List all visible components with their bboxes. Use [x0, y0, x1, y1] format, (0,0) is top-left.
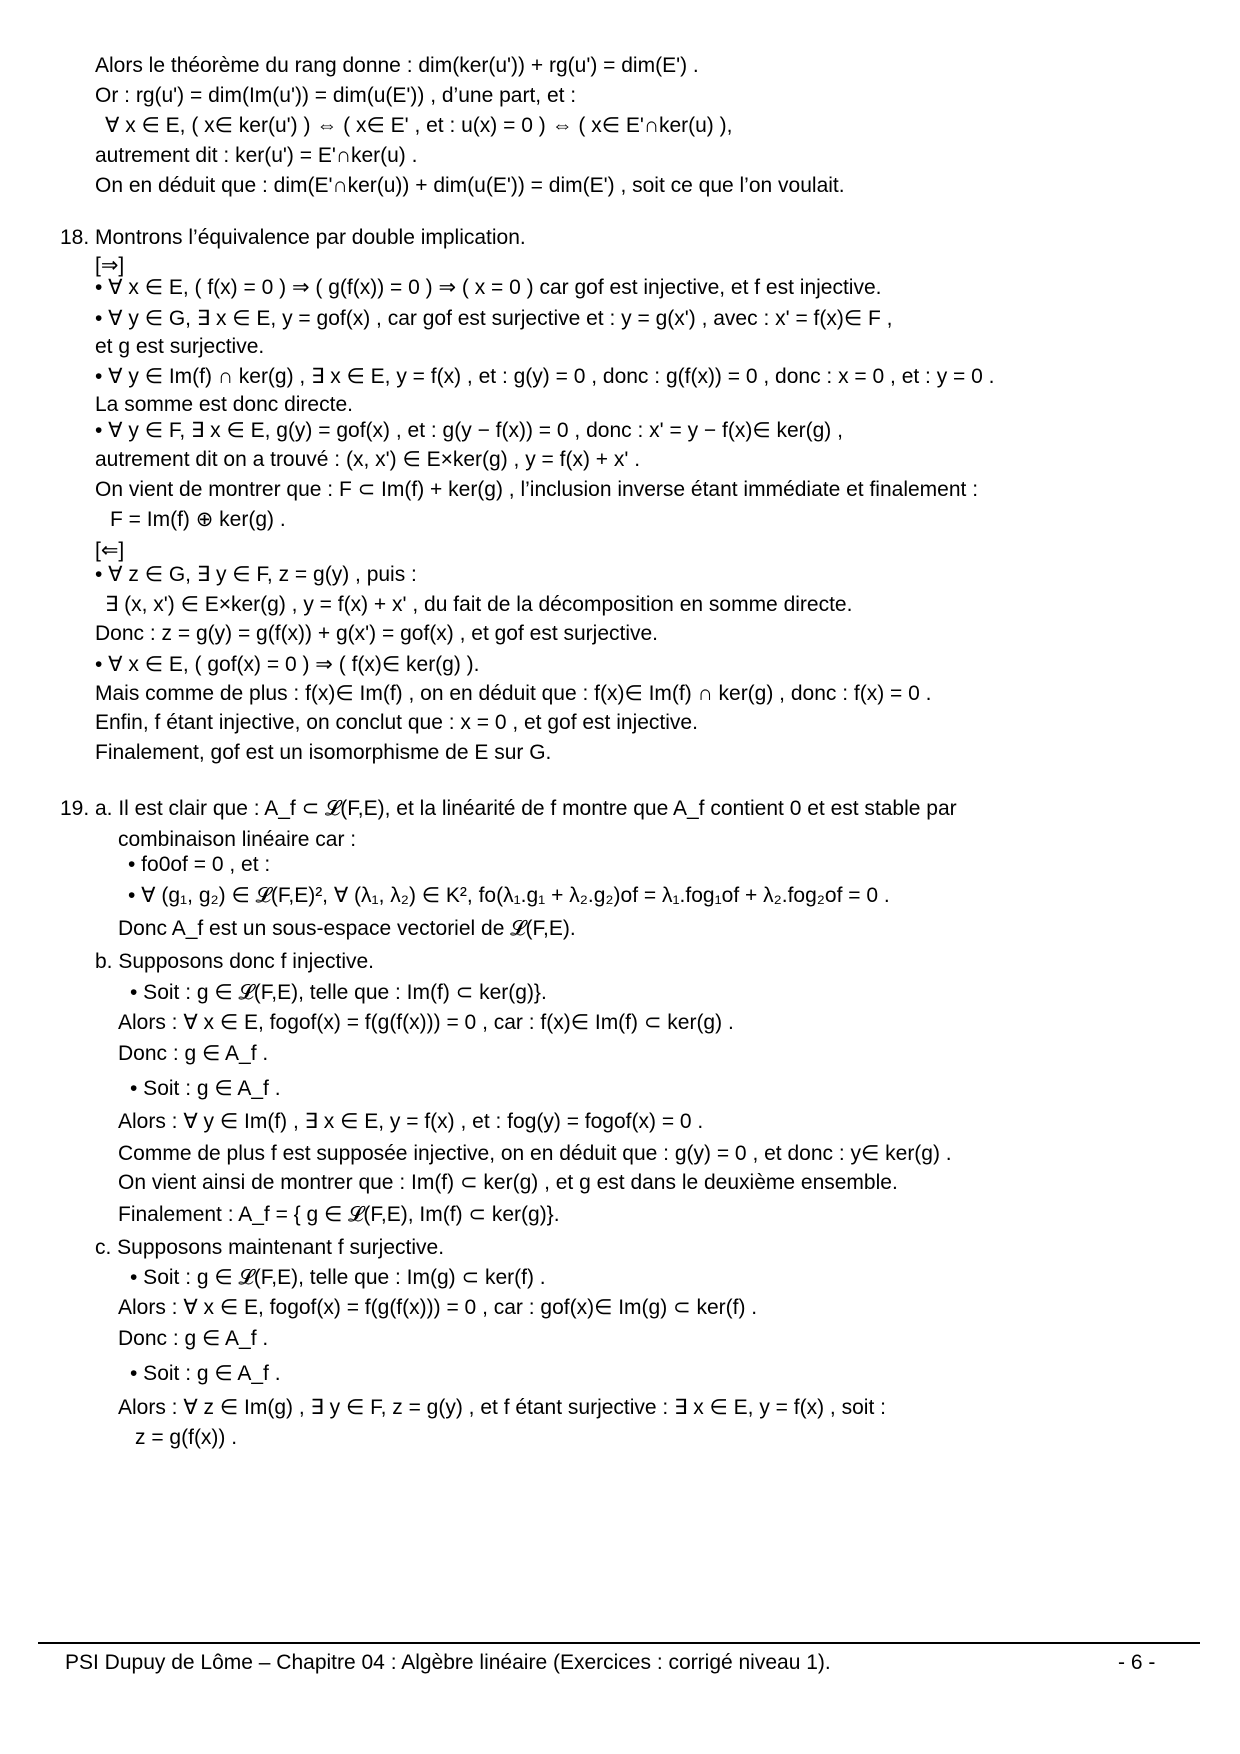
text-line: • Soit : g ∈ A_f . — [130, 1362, 281, 1385]
text-line: Donc A_f est un sous-espace vectoriel de 𝓛(F,E). — [118, 917, 576, 940]
text-line: et g est surjective. — [95, 335, 265, 358]
text-line: [⇒] — [95, 254, 125, 277]
text-line: Enfin, f étant injective, on conclut que : x = 0 , et gof est injective. — [95, 711, 698, 734]
text-line: Alors : ∀ x ∈ E, fogof(x) = f(g(f(x))) = 0 , car : f(x)∈ Im(f) ⊂ ker(g) . — [118, 1011, 734, 1034]
text-line: autrement dit on a trouvé : (x, x') ∈ E×ker(g) , y = f(x) + x' . — [95, 448, 641, 471]
text-line: • fo0of = 0 , et : — [128, 853, 271, 876]
text-line: • ∀ z ∈ G, ∃ y ∈ F, z = g(y) , puis : — [95, 563, 417, 586]
text-line: La somme est donc directe. — [95, 393, 353, 416]
text-line: z = g(f(x)) . — [135, 1426, 238, 1449]
text-line: Or : rg(u') = dim(Im(u')) = dim(u(E')) , d’une part, et : — [95, 84, 577, 107]
footer-divider — [38, 1642, 1200, 1644]
footer-title: PSI Dupuy de Lôme – Chapitre 04 : Algèbre linéaire (Exercices : corrigé niveau 1). — [65, 1651, 831, 1674]
text-line: On vient de montrer que : F ⊂ Im(f) + ker(g) , l’inclusion inverse étant immédiate et finalement : — [95, 478, 979, 501]
text-line: Donc : g ∈ A_f . — [118, 1042, 269, 1065]
text-line: Donc : g ∈ A_f . — [118, 1327, 269, 1350]
text-line: combinaison linéaire car : — [118, 828, 357, 851]
text-line: [⇐] — [95, 539, 125, 562]
text-line: Alors : ∀ x ∈ E, fogof(x) = f(g(f(x))) = 0 , car : gof(x)∈ Im(g) ⊂ ker(f) . — [118, 1296, 758, 1319]
text-line: • ∀ y ∈ Im(f) ∩ ker(g) , ∃ x ∈ E, y = f(x) , et : g(y) = 0 , donc : g(f(x)) = 0 , donc : x = 0 , et : y = 0 . — [95, 365, 995, 388]
text-line: Alors : ∀ z ∈ Im(g) , ∃ y ∈ F, z = g(y) , et f étant surjective : ∃ x ∈ E, y = f(x) , soit : — [118, 1396, 886, 1419]
text-line: F = Im(f) ⊕ ker(g) . — [110, 508, 286, 531]
text-line: • ∀ x ∈ E, ( f(x) = 0 ) ⇒ ( g(f(x)) = 0 ) ⇒ ( x = 0 ) car gof est injective, et f est injective. — [95, 276, 882, 299]
text-line: a. Il est clair que : A_f ⊂ 𝓛(F,E), et la linéarité de f montre que A_f contient 0 et est stable par — [95, 797, 957, 820]
text-line: autrement dit : ker(u') = E'∩ker(u) . — [95, 144, 418, 167]
text-line: ∃ (x, x') ∈ E×ker(g) , y = f(x) + x' , du fait de la décomposition en somme directe. — [105, 593, 853, 616]
text-line: On en déduit que : dim(E'∩ker(u)) + dim(u(E')) = dim(E') , soit ce que l’on voulait. — [95, 174, 845, 197]
text-line: • ∀ x ∈ E, ( gof(x) = 0 ) ⇒ ( f(x)∈ ker(g) ). — [95, 653, 480, 676]
text-line: • ∀ y ∈ G, ∃ x ∈ E, y = gof(x) , car gof est surjective et : y = g(x') , avec : x' = f(x)∈ F , — [95, 307, 893, 330]
text-line: Montrons l’équivalence par double implication. — [95, 226, 526, 249]
exercise-number-18: 18. — [60, 226, 90, 249]
exercise-number-19: 19. — [60, 797, 90, 820]
text-line: • Soit : g ∈ A_f . — [130, 1077, 281, 1100]
text-line: Donc : z = g(y) = g(f(x)) + g(x') = gof(x) , et gof est surjective. — [95, 622, 659, 645]
text-line: ∀ x ∈ E, ( x∈ ker(u') ) ⇔ ( x∈ E' , et : u(x) = 0 ) ⇔ ( x∈ E'∩ker(u) ), — [105, 114, 733, 137]
page-number: - 6 - — [1118, 1651, 1156, 1674]
text-line: • Soit : g ∈ 𝓛(F,E), telle que : Im(g) ⊂ ker(f) . — [130, 1266, 546, 1289]
text-line: Finalement : A_f = { g ∈ 𝓛(F,E), Im(f) ⊂ ker(g)}. — [118, 1203, 560, 1226]
text-line: Alors le théorème du rang donne : dim(ker(u')) + rg(u') = dim(E') . — [95, 54, 699, 77]
text-line: Finalement, gof est un isomorphisme de E sur G. — [95, 741, 552, 764]
text-line: b. Supposons donc f injective. — [95, 950, 375, 973]
text-line: c. Supposons maintenant f surjective. — [95, 1236, 445, 1259]
text-line: • Soit : g ∈ 𝓛(F,E), telle que : Im(f) ⊂ ker(g)}. — [130, 981, 547, 1004]
text-line: Comme de plus f est supposée injective, on en déduit que : g(y) = 0 , et donc : y∈ ker(g) . — [118, 1142, 952, 1165]
text-line: Alors : ∀ y ∈ Im(f) , ∃ x ∈ E, y = f(x) , et : fog(y) = fogof(x) = 0 . — [118, 1110, 704, 1133]
text-line: • ∀ y ∈ F, ∃ x ∈ E, g(y) = gof(x) , et : g(y − f(x)) = 0 , donc : x' = y − f(x)∈ ker(g) , — [95, 419, 843, 442]
text-line: • ∀ (g₁, g₂) ∈ 𝓛(F,E)², ∀ (λ₁, λ₂) ∈ K², fo(λ₁.g₁ + λ₂.g₂)of = λ₁.fog₁of + λ₂.fog₂of = 0 . — [128, 884, 890, 907]
text-line: Mais comme de plus : f(x)∈ Im(f) , on en déduit que : f(x)∈ Im(f) ∩ ker(g) , donc : f(x) = 0 . — [95, 682, 932, 705]
text-line: On vient ainsi de montrer que : Im(f) ⊂ ker(g) , et g est dans le deuxième ensemble. — [118, 1171, 898, 1194]
